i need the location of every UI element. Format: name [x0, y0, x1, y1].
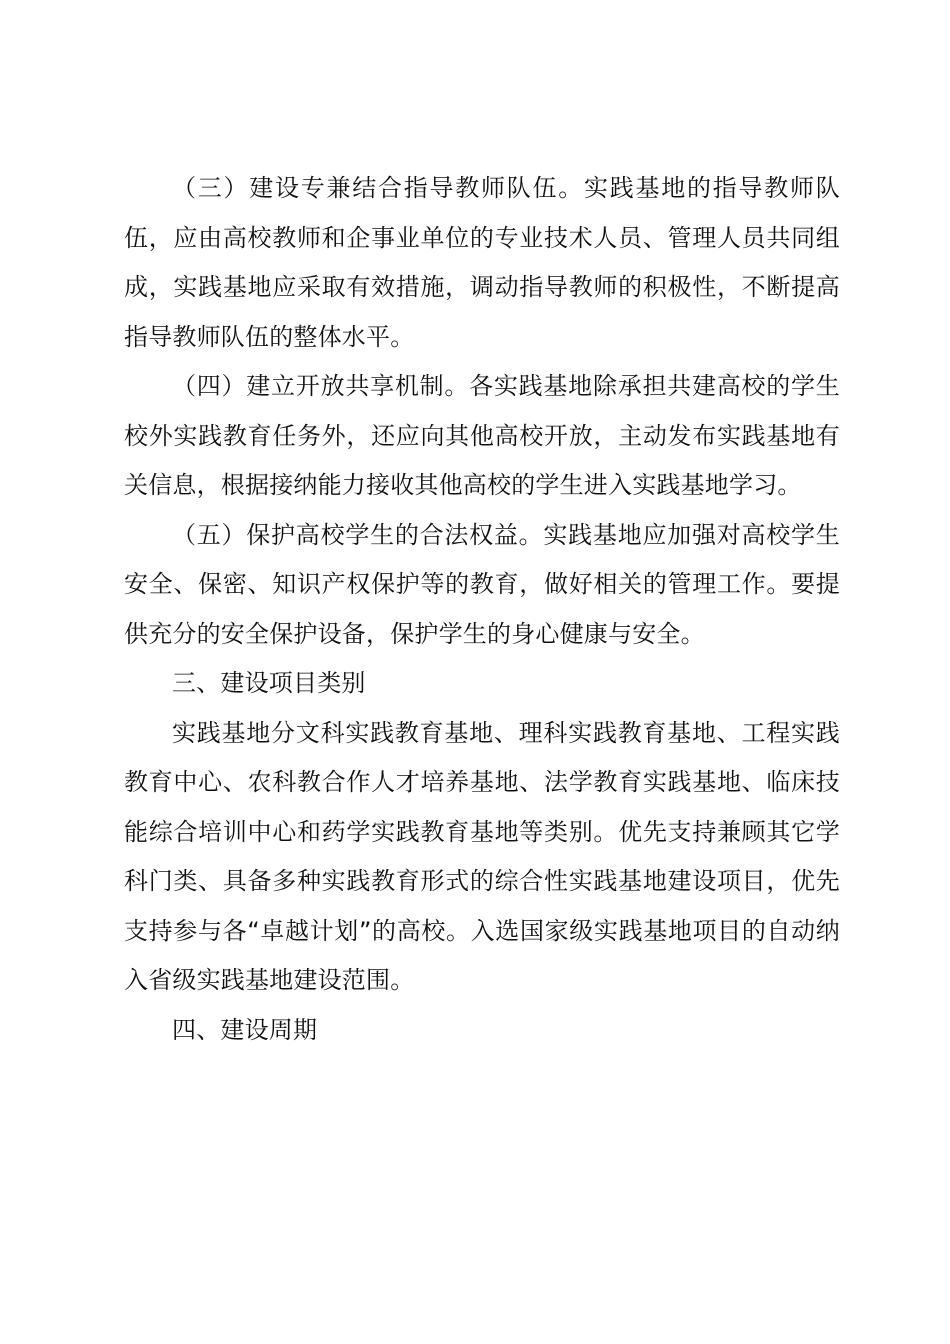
paragraph-open-sharing: （四）建立开放共享机制。各实践基地除承担共建高校的学生校外实践教育任务外，还应向其他高校开放，主动发布实践基地有关信息，根据接纳能力接收其他高校的学生进入实践基地学习。 — [124, 372, 840, 499]
section-heading-project-categories: 三、建设项目类别 — [172, 669, 366, 697]
paragraph-student-rights: （五）保护高校学生的合法权益。实践基地应加强对高校学生安全、保密、知识产权保护等的教育，做好相关的管理工作。要提供充分的安全保护设备，保护学生的身心健康与安全。 — [124, 520, 840, 648]
document-body — [124, 164, 840, 1055]
paragraph-teacher-team: （三）建设专兼结合指导教师队伍。实践基地的指导教师队伍，应由高校教师和企事业单位的专业技术人员、管理人员共同组成，实践基地应采取有效措施，调动指导教师的积极性，不断提高指导教师队伍的整体水平。 — [124, 174, 840, 351]
section-heading-construction-period: 四、建设周期 — [172, 1015, 318, 1044]
paragraph-project-categories: 实践基地分文科实践教育基地、理科实践教育基地、工程实践教育中心、农科教合作人才培养基地、法学教育实践基地、临床技能综合培训中心和药学实践教育基地等类别。优先支持兼顾其它学科门类、具备多种实践教育形式的综合性实践基地建设项目，优先支持参与各“卓越计划”的高校。入选国家级实践基地项目的自动纳入省级实践基地建设范围。 — [124, 718, 840, 994]
